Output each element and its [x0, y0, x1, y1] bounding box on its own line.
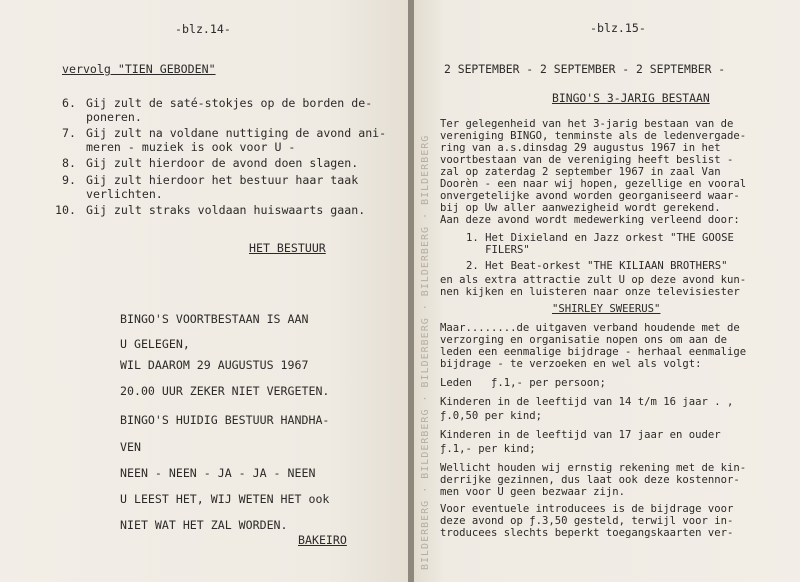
text-line: Wellicht houden wij ernstig rekening met de kin-: [440, 462, 747, 474]
act-line: 2. Het Beat-orkest "THE KILIAAN BROTHERS": [466, 260, 728, 272]
commandment-number: 8.: [62, 156, 76, 170]
star-name: "SHIRLEY SWEERUS": [552, 303, 661, 315]
text-line: ring van a.s.dinsdag 29 augustus 1967 in het: [440, 142, 721, 154]
notice-line: WIL DAAROM 29 AUGUSTUS 1967: [120, 358, 309, 372]
text-line: Maar........de uitgaven verband houdende met de: [440, 322, 740, 334]
notice-line: 20.00 UUR ZEKER NIET VERGETEN.: [120, 384, 330, 398]
notice-line: NEEN - NEEN - JA - JA - NEEN: [120, 466, 316, 480]
commandment-line: Gij zult straks voldaan huiswaarts gaan.: [86, 203, 366, 217]
fee-line: Kinderen in de leeftijd van 14 t/m 16 jaar . ,: [440, 396, 734, 408]
commandment-line: Gij zult de saté-stokjes op de borden de-: [86, 96, 373, 110]
page-number: -blz.15-: [590, 21, 646, 35]
act-line: 1. Het Dixieland en Jazz orkest "THE GOOSE: [466, 232, 734, 244]
text-line: leden een eenmalige bijdrage - herhaal eenmalige: [440, 346, 747, 358]
fee-line: ƒ.0,50 per kind;: [440, 410, 543, 422]
notice-line: U GELEGEN,: [120, 337, 190, 351]
commandment-number: 7.: [62, 126, 76, 140]
act-line: FILERS": [466, 244, 530, 256]
notice-line: NIET WAT HET ZAL WORDEN.: [120, 518, 288, 532]
text-line: Ter gelegenheid van het 3-jarig bestaan van de: [440, 118, 734, 130]
commandment-number: 10.: [55, 203, 76, 217]
notice-line: U LEEST HET, WIJ WETEN HET ook: [120, 492, 330, 506]
text-line: men voor U geen bezwaar zijn.: [440, 486, 625, 498]
notice-line: BINGO'S VOORTBESTAAN IS AAN: [120, 312, 309, 326]
text-line: troducees slechts beperkt toegangskaarten ver-: [440, 527, 734, 539]
notice-line: VEN: [120, 440, 141, 454]
text-line: derrijke gezinnen, dus laat ook deze kostennor-: [440, 474, 740, 486]
text-line: bijdrage - te verzoeken en wel als volgt:: [440, 358, 702, 370]
author-signature: BAKEIRO: [298, 533, 347, 547]
text-line: voortbestaan van de vereniging heeft beslist -: [440, 154, 734, 166]
commandment-line: meren - muziek is ook voor U -: [86, 140, 296, 154]
page-number: -blz.14-: [175, 22, 231, 36]
notice-line: BINGO'S HUIDIG BESTUUR HANDHA-: [120, 413, 330, 427]
text-line: en als extra attractie zult U op deze avond kun-: [440, 274, 747, 286]
commandment-line: Gij zult hierdoor de avond doen slagen.: [86, 156, 359, 170]
commandment-line: Gij zult na voldane nuttiging de avond ani-: [86, 126, 387, 140]
text-line: onvergetelijke avond worden georganiseerd waar-: [440, 190, 740, 202]
commandment-number: 6.: [62, 96, 76, 110]
fee-line: Leden ƒ.1,- per persoon;: [440, 377, 606, 389]
text-line: zal op zaterdag 2 september 1967 in zaal Van: [440, 166, 721, 178]
commandment-line: poneren.: [86, 110, 142, 124]
text-line: Aan deze avond wordt medewerking verleend door:: [440, 214, 740, 226]
section-heading: vervolg "TIEN GEBODEN": [62, 62, 216, 76]
text-line: nen kijken en luisteren naar onze televisiester: [440, 286, 740, 298]
spine-imprint: BILDERBERG · BILDERBERG · BILDERBERG · BILDERBERG · BILDERBERG: [420, 134, 431, 570]
text-line: Voor eventuele introducees is de bijdrage voor: [440, 503, 734, 515]
announcement-title: BINGO'S 3-JARIG BESTAAN: [552, 91, 710, 105]
text-line: Doorèn - een naar wij hopen, gezellige en vooral: [440, 178, 747, 190]
commandment-number: 9.: [62, 173, 76, 187]
commandment-line: Gij zult hierdoor het bestuur haar taak: [86, 173, 359, 187]
fee-line: Kinderen in de leeftijd van 17 jaar en ouder: [440, 429, 721, 441]
text-line: deze avond op ƒ.3,50 gesteld, terwijl voor in-: [440, 515, 734, 527]
board-signature: HET BESTUUR: [249, 241, 326, 255]
fee-line: ƒ.1,- per kind;: [440, 443, 536, 455]
date-banner: 2 SEPTEMBER - 2 SEPTEMBER - 2 SEPTEMBER -: [444, 62, 726, 76]
commandment-line: verlichten.: [86, 187, 163, 201]
text-line: vereniging BINGO, tenminste als de ledenvergade-: [440, 130, 747, 142]
text-line: bij op Uw aller aanwezigheid wordt gerekend.: [440, 202, 721, 214]
text-line: verzorging en organisatie nopen ons om aan de: [440, 334, 728, 346]
